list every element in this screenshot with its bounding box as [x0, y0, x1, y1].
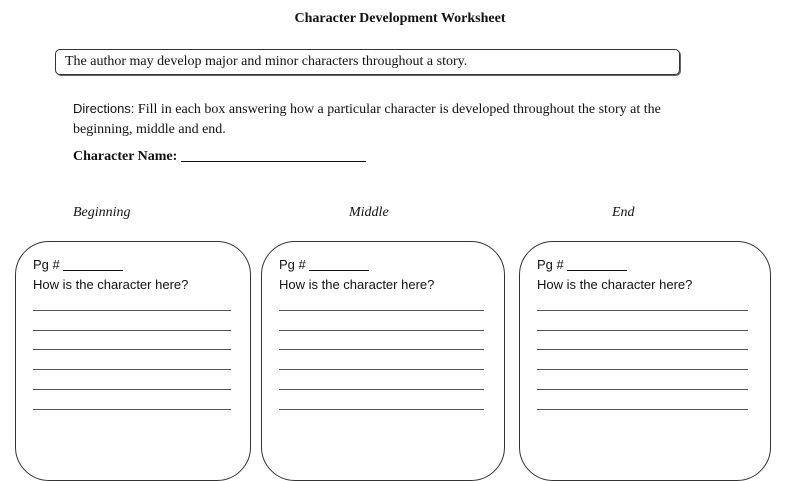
- answer-line[interactable]: [279, 369, 484, 370]
- answer-line[interactable]: [33, 349, 231, 350]
- pg-label: Pg #: [33, 257, 60, 272]
- answer-line[interactable]: [537, 349, 748, 350]
- page-number-field: [537, 257, 627, 272]
- directions: [73, 99, 713, 140]
- answer-line[interactable]: [33, 389, 231, 390]
- column-label-end: End: [612, 205, 635, 220]
- answer-line[interactable]: [537, 310, 748, 311]
- beginning-box: [15, 241, 251, 481]
- page-number-blank[interactable]: [63, 258, 123, 271]
- page-number-blank[interactable]: [567, 258, 627, 271]
- answer-line[interactable]: [279, 389, 484, 390]
- character-name-label: Character Name:: [73, 149, 178, 164]
- worksheet-title: Character Development Worksheet: [294, 11, 506, 26]
- answer-line[interactable]: [537, 389, 748, 390]
- answer-line[interactable]: [279, 409, 484, 410]
- answer-line[interactable]: [33, 330, 231, 331]
- page-number-blank[interactable]: [309, 258, 369, 271]
- answer-line[interactable]: [537, 409, 748, 410]
- column-label-middle: Middle: [349, 205, 389, 220]
- question-text: How is the character here?: [537, 277, 693, 292]
- answer-line[interactable]: [279, 349, 484, 350]
- character-name-field: [73, 147, 366, 165]
- character-name-blank[interactable]: [181, 147, 366, 162]
- end-box: [519, 241, 771, 481]
- question-text: How is the character here?: [279, 277, 435, 292]
- pg-label: Pg #: [279, 257, 306, 272]
- answer-line[interactable]: [279, 330, 484, 331]
- answer-line[interactable]: [537, 330, 748, 331]
- answer-line[interactable]: [33, 409, 231, 410]
- intro-box: [55, 49, 680, 75]
- question-text: How is the character here?: [33, 277, 189, 292]
- page-number-field: [33, 257, 123, 272]
- intro-text: The author may develop major and minor characters throughout a story.: [65, 54, 468, 69]
- column-label-beginning: Beginning: [73, 205, 131, 220]
- answer-line[interactable]: [33, 310, 231, 311]
- directions-text: Fill in each box answering how a particular character is developed throughout the story at the beginning, middle and end.: [73, 102, 661, 137]
- answer-line[interactable]: [537, 369, 748, 370]
- middle-box: [261, 241, 505, 481]
- directions-label: Directions:: [73, 101, 135, 116]
- pg-label: Pg #: [537, 257, 564, 272]
- page-number-field: [279, 257, 369, 272]
- answer-line[interactable]: [33, 369, 231, 370]
- answer-line[interactable]: [279, 310, 484, 311]
